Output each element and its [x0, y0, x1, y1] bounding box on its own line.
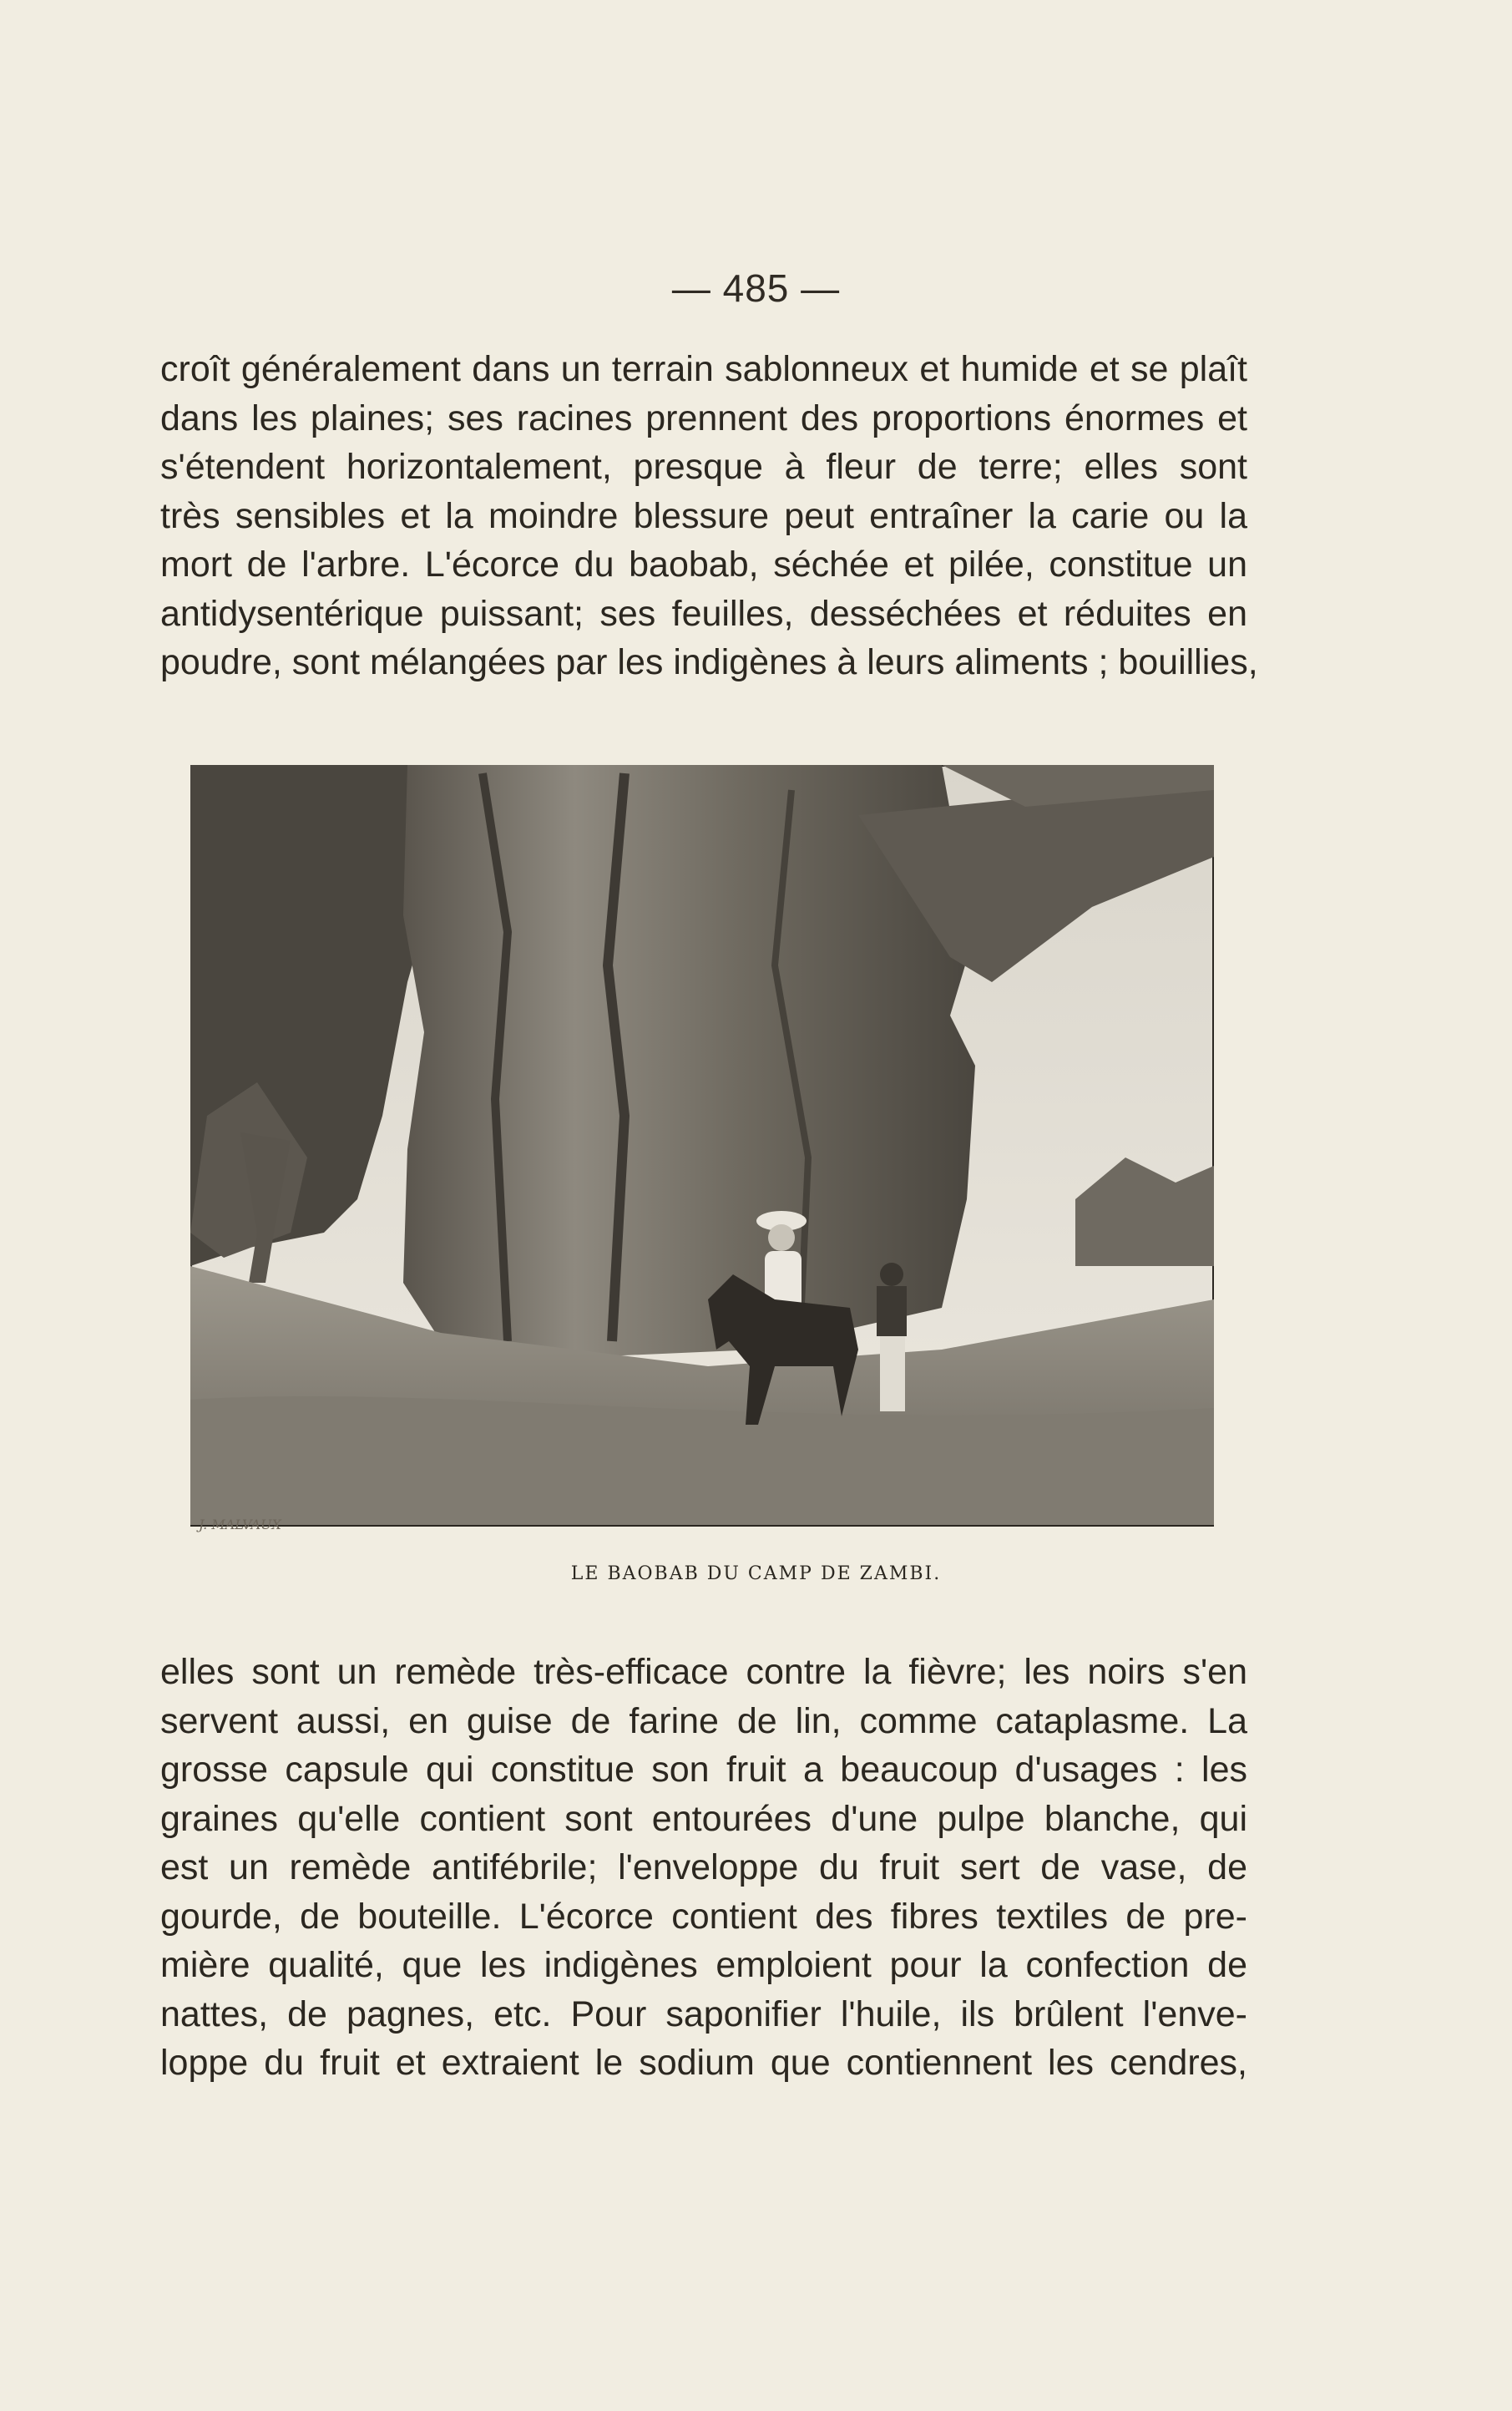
paragraph-bottom: [160, 1648, 1247, 2088]
text-line: graines qu'elle contient sont entourées d'une pulpe blanche, qui: [160, 1798, 1247, 1839]
photo-illustration: [190, 765, 1214, 1537]
baobab-photograph: [190, 765, 1214, 1537]
text-line: antidysentérique puissant; ses feuilles, desséchées et réduites en: [160, 593, 1247, 634]
page-number: — 485 —: [671, 266, 841, 310]
text-line: mière qualité, que les indigènes emploient pour la confection de: [160, 1945, 1247, 1985]
text-line: poudre, sont mélangées par les indigènes à leurs aliments ; bouillies,: [160, 642, 1258, 682]
text-line: servent aussi, en guise de farine de lin, comme cataplasme. La: [160, 1700, 1247, 1741]
figure-caption: LE BAOBAB DU CAMP DE ZAMBI.: [570, 1563, 942, 1584]
text-line: très sensibles et la moindre blessure peut entraîner la carie ou la: [160, 495, 1247, 536]
text-line: elles sont un remède très-efficace contre la fièvre; les noirs s'en: [160, 1652, 1247, 1692]
text-line: croît généralement dans un terrain sablonneux et humide et se plaît: [160, 349, 1247, 389]
text-line: nattes, de pagnes, etc. Pour saponifier l'huile, ils brûlent l'enve-: [160, 1993, 1247, 2034]
text-line: s'étendent horizontalement, presque à fleur de terre; elles sont: [160, 447, 1247, 487]
text-line: gourde, de bouteille. L'écorce contient des fibres textiles de pre-: [160, 1896, 1247, 1937]
text-line: grosse capsule qui constitue son fruit a beaucoup d'usages : les: [160, 1750, 1247, 1790]
paragraph-top: [160, 345, 1258, 687]
engraver-credit: J. MALVAUX: [199, 1517, 281, 1532]
text-line: mort de l'arbre. L'écorce du baobab, séchée et pilée, constitue un: [160, 545, 1247, 585]
text-line: loppe du fruit et extraient le sodium que contiennent les cendres,: [160, 2043, 1247, 2083]
text-line: est un remède antifébrile; l'enveloppe du fruit sert de vase, de: [160, 1847, 1247, 1887]
text-line: dans les plaines; ses racines prennent des proportions énormes et: [160, 398, 1247, 438]
